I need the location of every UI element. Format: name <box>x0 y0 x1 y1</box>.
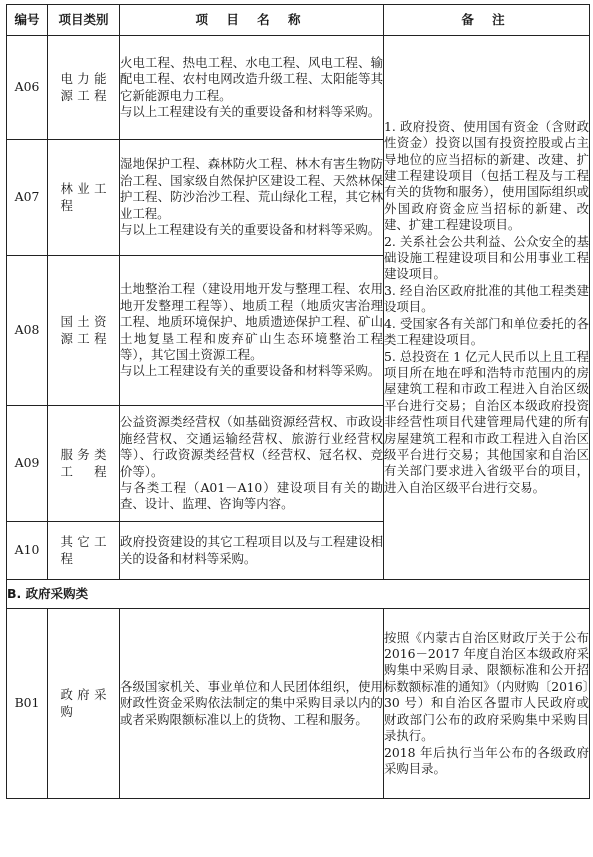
project-table <box>6 4 590 799</box>
row-category: 政府采购 <box>48 609 120 799</box>
table-row <box>7 36 590 140</box>
project-item: 土地整治工程（建设用地开发与整理工程、农用地开发整理工程等）、地质工程（地质灾害治理工程、地质环境保护、地质遗迹保护工程、矿山土地复垦工程和废弃矿山生态环境整治工程等），其它国土资源工程。 <box>120 281 383 362</box>
row-code: B01 <box>7 609 48 799</box>
row-code: A07 <box>7 140 48 256</box>
header-code: 编号 <box>7 5 48 36</box>
remark-item: 按照《内蒙古自治区财政厅关于公布 2016－2017 年度自治区本级政府采购集中采购目录、限额标准和公开招标数额标准的通知》（内财购〔2016〕30 号）和自治区各盟市人民政府或财政部门公布的政府采购集中采购目录执行。 <box>384 629 589 744</box>
project-item: 与各类工程（A01－A10）建设项目有关的勘查、设计、监理、咨询等内容。 <box>120 479 383 512</box>
table-row <box>7 609 590 799</box>
remark-item: 1. 政府投资、使用国有资金（含财政性资金）投资以国有投资控股或占主导地位的应当招标的新建、改建、扩建工程建设项目（包括工程及与工程有关的货物和服务），使用国际组织或外国政府资金应当招标的新建、改建、扩建工程建设项目。 <box>384 118 589 233</box>
row-category: 电力能源工程 <box>48 36 120 140</box>
project-item: 政府投资建设的其它工程项目以及与工程建设相关的设备和材料等采购。 <box>120 534 383 566</box>
project-item: 各级国家机关、事业单位和人民团体组织，使用财政性资金采购依法制定的集中采购目录以内的或者采购限额标准以上的货物、工程和服务。 <box>120 678 383 727</box>
row-project-name <box>120 406 384 522</box>
row-project-name <box>120 36 384 140</box>
header-project-name: 项 目 名 称 <box>120 5 384 36</box>
project-item: 火电工程、热电工程、水电工程、风电工程、输配电工程、农村电网改造升级工程、太阳能等其它新能源电力工程。 <box>120 54 383 103</box>
document-page <box>6 4 589 799</box>
row-code: A10 <box>7 522 48 580</box>
remark-item: 2. 关系社会公共利益、公众安全的基础设施工程建设项目和公用事业工程建设项目。 <box>384 233 589 282</box>
row-remarks-engineering <box>384 36 590 580</box>
row-category: 服务类工程 <box>48 406 120 522</box>
project-item: 公益资源类经营权（如基础资源经营权、市政设施经营权、交通运输经营权、旅游行业经营权等）、行政资源类经营权（经营权、冠名权、竞价等）。 <box>120 414 383 479</box>
row-category: 其它工程 <box>48 522 120 580</box>
row-code: A09 <box>7 406 48 522</box>
project-item: 湿地保护工程、森林防火工程、林木有害生物防治工程、国家级自然保护区建设工程、天然林保护工程、防沙治沙工程、荒山绿化工程，其它林业工程。 <box>120 156 383 221</box>
header-remarks: 备 注 <box>384 5 590 36</box>
project-item: 与以上工程建设有关的重要设备和材料等采购。 <box>120 222 381 238</box>
row-category: 林业工程 <box>48 140 120 256</box>
header-category: 项目类别 <box>48 5 120 36</box>
project-item: 与以上工程建设有关的重要设备和材料等采购。 <box>120 103 381 119</box>
table-header-row <box>7 5 590 36</box>
row-remarks <box>384 609 590 799</box>
row-project-name <box>120 522 384 580</box>
remark-item: 3. 经自治区政府批准的其他工程类建设项目。 <box>384 282 589 315</box>
project-item: 与以上工程建设有关的重要设备和材料等采购。 <box>120 363 381 379</box>
remark-item: 2018 年后执行当年公布的各级政府采购目录。 <box>384 744 589 776</box>
section-heading-row <box>7 580 590 609</box>
row-project-name <box>120 256 384 406</box>
row-code: A08 <box>7 256 48 406</box>
remark-item: 5. 总投资在 1 亿元人民币以上且工程项目所在地在呼和浩特市范围内的房屋建筑工程和市政工程进入自治区级平台进行交易；自治区本级政府投资非经营性项目代建管理局代建的所有房屋建筑工程和市政工程进入自治区级平台进行交易；其他国家和自治区有关部门要求进入省级平台的项目，进入自治区级平台进行交易。 <box>384 348 589 495</box>
row-project-name <box>120 609 384 799</box>
row-category: 国土资源工程 <box>48 256 120 406</box>
row-code: A06 <box>7 36 48 140</box>
remark-item: 4. 受国家各有关部门和单位委托的各类工程建设项目。 <box>384 315 589 348</box>
section-b-title: B. 政府采购类 <box>7 580 590 609</box>
row-project-name <box>120 140 384 256</box>
